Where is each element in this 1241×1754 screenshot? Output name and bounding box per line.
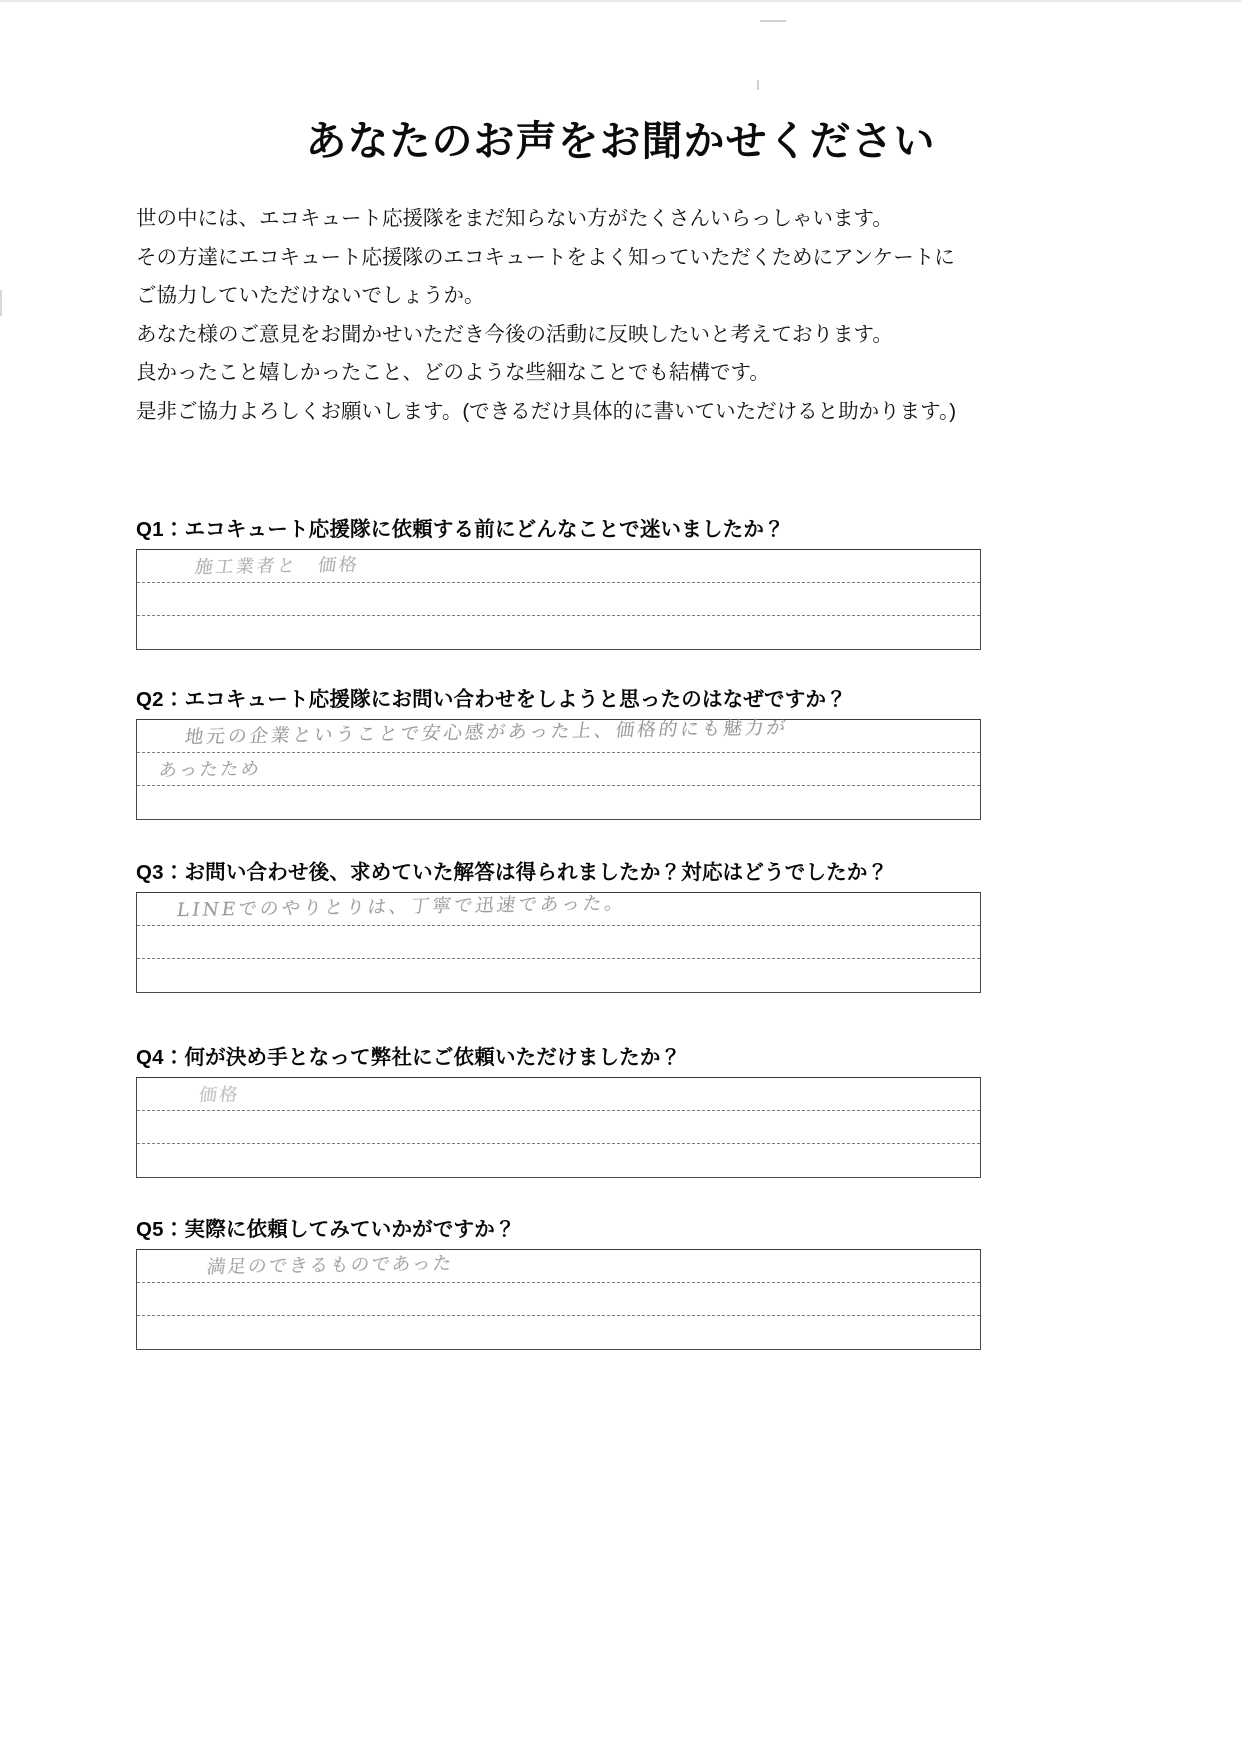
- handwritten-answer-q2-line3: [137, 786, 980, 819]
- handwritten-answer-q3-line3: [137, 959, 980, 992]
- intro-line: 良かったこと嬉しかったこと、どのような些細なことでも結構です。: [136, 361, 770, 384]
- question-heading-q2: Q2：エコキュート応援隊にお問い合わせをしようと思ったのはなぜですか？: [136, 688, 847, 711]
- question-block-q2: [136, 682, 981, 820]
- answer-line[interactable]: [137, 1078, 980, 1111]
- question-block-q4: [136, 1040, 981, 1178]
- intro-paragraph: [136, 200, 1036, 431]
- intro-line: 是非ご協力よろしくお願いします。(できるだけ具体的に書いていただけると助かります。): [136, 399, 957, 423]
- handwritten-answer-q5-line3: [137, 1316, 980, 1349]
- answer-line[interactable]: [137, 1111, 980, 1144]
- handwritten-answer-q3-line1: LINEでのやりとりは、丁寧で迅速であった。: [175, 892, 628, 921]
- handwritten-answer-q1-line1: 施工業者と 価格: [193, 554, 361, 578]
- intro-line: ご協力していただけないでしょうか。: [136, 284, 485, 307]
- answer-line[interactable]: [137, 717, 980, 753]
- answer-line[interactable]: [137, 926, 980, 959]
- answer-line[interactable]: [137, 1144, 980, 1177]
- question-heading-q5: Q5：実際に依頼してみていかがですか？: [136, 1218, 516, 1241]
- scan-artifact-top-edge: [0, 0, 1241, 2]
- question-heading-q3: Q3：お問い合わせ後、求めていた解答は得られましたか？対応はどうでしたか？: [136, 861, 889, 884]
- handwritten-answer-q5-line2: [137, 1283, 980, 1315]
- answer-box-q3[interactable]: [136, 892, 981, 993]
- handwritten-answer-q4-line1: 価格: [197, 1084, 242, 1106]
- scan-artifact-speck: [757, 80, 759, 90]
- question-block-q3: [136, 855, 981, 993]
- answer-box-q4[interactable]: [136, 1077, 981, 1178]
- handwritten-answer-q5-line1: 満足のできるものであった: [205, 1253, 455, 1278]
- question-block-q1: [136, 512, 981, 650]
- answer-line[interactable]: [137, 786, 980, 819]
- question-heading-q1: Q1：エコキュート応援隊に依頼する前にどんなことで迷いましたか？: [136, 518, 785, 541]
- handwritten-answer-q1-line2: [137, 583, 980, 615]
- answer-line[interactable]: [137, 959, 980, 992]
- intro-line: その方達にエコキュート応援隊のエコキュートをよく知っていただくためにアンケートに: [136, 245, 955, 269]
- handwritten-answer-q4-line2: [137, 1111, 980, 1143]
- scan-artifact-speck: [760, 20, 786, 22]
- handwritten-answer-q2-line1: 地元の企業ということで安心感があった上、価格的にも魅力が: [183, 717, 790, 748]
- scan-artifact-left-edge: [0, 290, 2, 316]
- answer-line[interactable]: [137, 1316, 980, 1349]
- answer-box-q5[interactable]: [136, 1249, 981, 1350]
- answer-line[interactable]: [137, 550, 980, 583]
- answer-line[interactable]: [137, 1283, 980, 1316]
- answer-line[interactable]: [137, 616, 980, 649]
- handwritten-answer-q3-line2: [137, 926, 980, 958]
- intro-line: 世の中には、エコキュート応援隊をまだ知らない方がたくさんいらっしゃいます。: [136, 207, 893, 230]
- answer-line[interactable]: [137, 753, 980, 786]
- question-heading-q4: Q4：何が決め手となって弊社にご依頼いただけましたか？: [136, 1046, 682, 1069]
- answer-line[interactable]: [137, 1250, 980, 1283]
- answer-box-q1[interactable]: [136, 549, 981, 650]
- intro-line: あなた様のご意見をお聞かせいただき今後の活動に反映したいと考えております。: [136, 322, 893, 346]
- page-title: あなたのお声をお聞かせください: [305, 118, 936, 164]
- handwritten-answer-q4-line3: [137, 1144, 980, 1177]
- handwritten-answer-q2-line2: あったため: [157, 758, 263, 781]
- answer-line[interactable]: [137, 583, 980, 616]
- question-block-q5: [136, 1212, 981, 1350]
- answer-line[interactable]: [137, 893, 980, 926]
- answer-box-q2[interactable]: [136, 719, 981, 820]
- handwritten-answer-q1-line3: [137, 616, 980, 649]
